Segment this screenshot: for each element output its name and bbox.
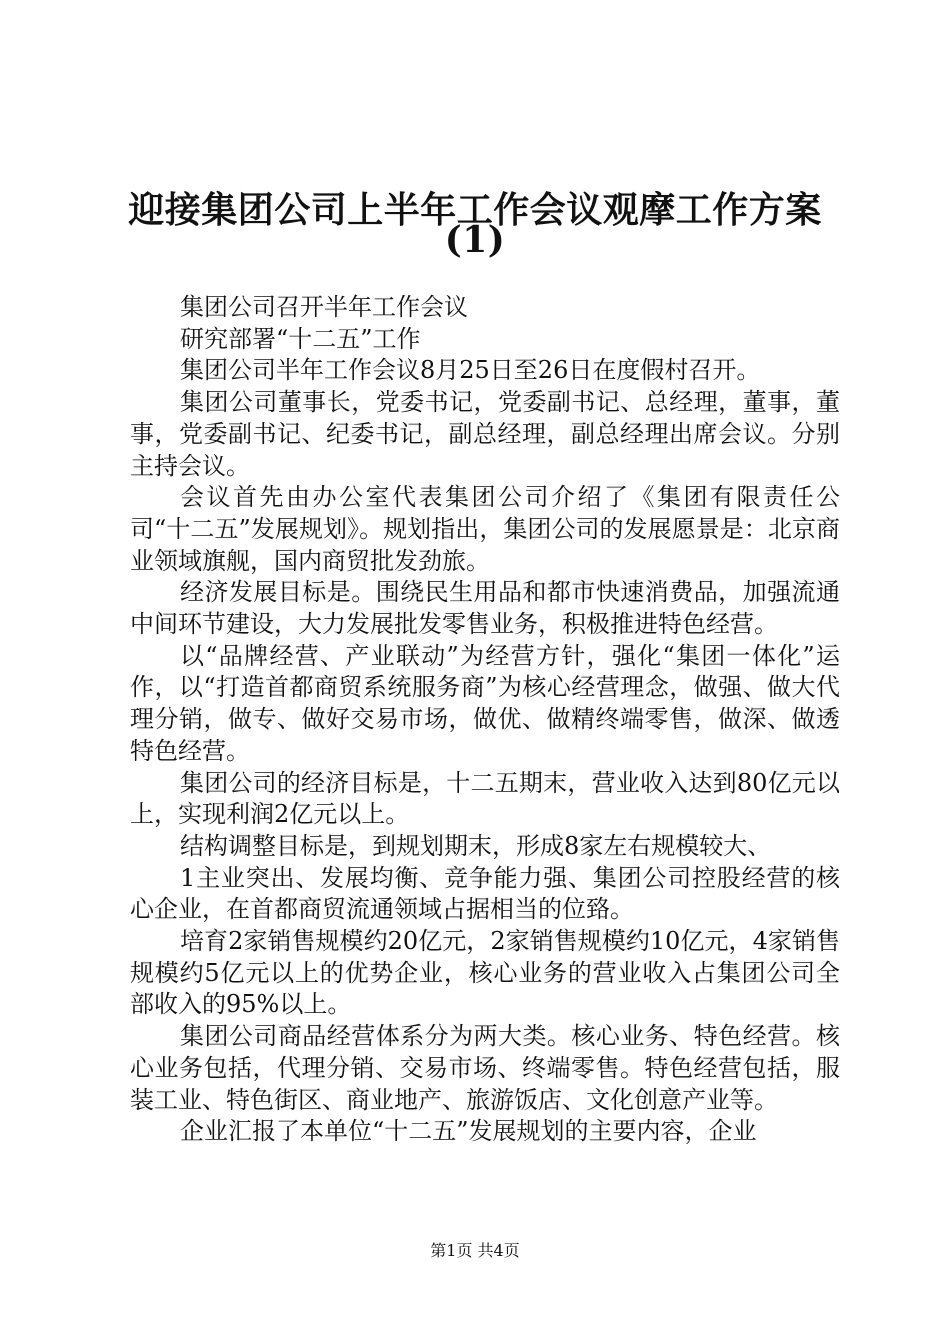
paragraph: 结构调整目标是，到规划期末，形成8家左右规模较大、 bbox=[180, 831, 772, 860]
paragraph: 集团公司半年工作会议8月25日至26日在度假村召开。 bbox=[180, 356, 761, 385]
document-body bbox=[130, 292, 840, 1148]
paragraph: 培育2家销售规模约20亿元，2家销售规模约10亿元，4家销售规模约5亿元以上的优势企业，核心业务的营业收入占集团公司全部收入的95%以上。 bbox=[130, 927, 840, 1019]
paragraph: 集团公司的经济目标是，十二五期末，营业收入达到80亿元以上，实现利润2亿元以上。 bbox=[130, 768, 840, 829]
paragraph: 研究部署“十二五”工作 bbox=[180, 324, 421, 353]
paragraph: 以“品牌经营、产业联动”为经营方针，强化“集团一体化”运作，以“打造首都商贸系统服务商”为核心经营理念，做强、做大代理分销，做专、做好交易市场，做优、做精终端零售，做深、做透特色经营。 bbox=[130, 641, 840, 765]
paragraph: 集团公司董事长，党委书记，党委副书记、总经理，董事，董事，党委副书记、纪委书记，副总经理，副总经理出席会议。分别主持会议。 bbox=[130, 388, 840, 480]
paragraph: 集团公司商品经营体系分为两大类。核心业务、特色经营。核心业务包括，代理分销、交易市场、终端零售。特色经营包括，服装工业、特色街区、商业地产、旅游饭店、文化创意产业等。 bbox=[130, 1022, 840, 1114]
paragraph: 经济发展目标是。围绕民生用品和都市快速消费品，加强流通中间环节建设，大力发展批发零售业务，积极推进特色经营。 bbox=[130, 578, 840, 639]
document-title: 迎接集团公司上半年工作会议观摩工作方案 bbox=[128, 189, 822, 231]
page-footer: 第1页 共4页 bbox=[430, 1241, 520, 1260]
paragraph: 1主业突出、发展均衡、竞争能力强、集团公司控股经营的核心企业，在首都商贸流通领域占据相当的位臵。 bbox=[130, 863, 840, 924]
document-title-suffix: (1) bbox=[444, 219, 506, 261]
paragraph: 企业汇报了本单位“十二五”发展规划的主要内容，企业 bbox=[180, 1117, 757, 1146]
paragraph: 集团公司召开半年工作会议 bbox=[180, 293, 468, 321]
paragraph: 会议首先由办公室代表集团公司介绍了《集团有限责任公司“十二五”发展规划》。规划指出，集团公司的发展愿景是：北京商业领域旗舰，国内商贸批发劲旅。 bbox=[130, 483, 840, 575]
